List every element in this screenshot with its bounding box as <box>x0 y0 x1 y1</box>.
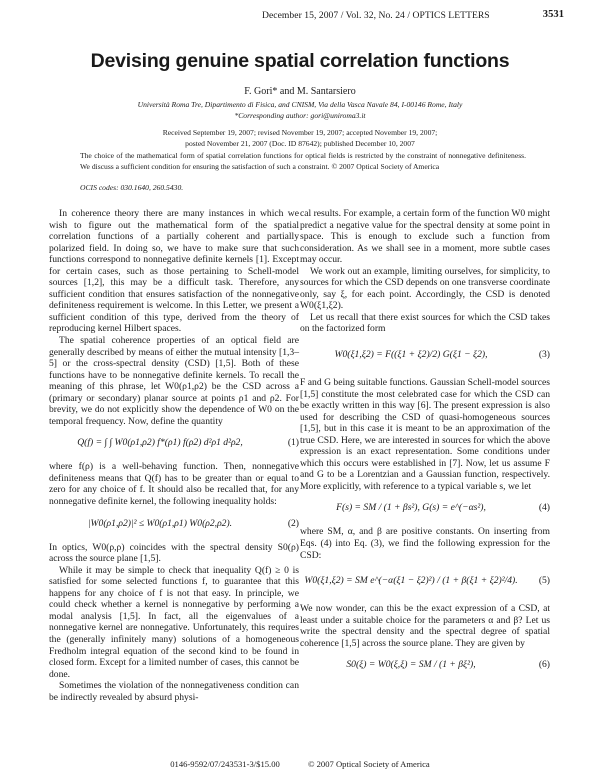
equation-number: (6) <box>538 659 550 671</box>
paragraph: F and G being suitable functions. Gaussian Schell-model sources [1,5] constitute the most celebrated case for which the CSD can be exactly written in this way [6]. The present expression is also used for describing the CSD of quasi-homogeneous sources [1,5], but in this case it is meant to be an approximation of the true CSD. Here, we are interested in sources for which the above expression is an exact representation. Some conditions under which this occurs were established in [7]. Now, let us assume F and G to be a Lorentzian and a Gaussian function, respectively. More explicitly, with reference to a typical variable s, we let <box>300 377 550 492</box>
received-line-1: Received September 19, 2007; revised November 19, 2007; accepted November 19, 2007; <box>162 128 438 137</box>
paragraph: where SM, α, and β are positive constants. On inserting from Eqs. (4) into Eq. (3), we find the following expression for the CSD: <box>300 526 550 561</box>
page-number: 3531 <box>542 9 564 20</box>
running-header-text: December 15, 2007 / Vol. 32, No. 24 / OPTICS LETTERS <box>262 10 490 21</box>
equation-body: Q(f) = ∫ ∫ W0(ρ1,ρ2) f*(ρ1) f(ρ2) d²ρ1 d²ρ2, <box>77 437 243 449</box>
article-code: 0146-9592/07/243531-3/$15.00 <box>170 759 280 769</box>
equation-body: |W0(ρ1,ρ2)|² ≤ W0(ρ1,ρ1) W0(ρ2,ρ2). <box>87 517 233 529</box>
page-footer <box>0 759 600 769</box>
paragraph: While it may be simple to check that inequality Q(f) ≥ 0 is satisfied for some selected functions f, to guarantee that this happens for any choice of f is not that easy. In principle, we could check whether a kernel is nonnegative by performing a modal analysis [1,5]. In fact, all the eigenvalues of a nonnegative kernel are nonnegative. Unfortunately, this requires the (generally infinitely many) solutions of a homogeneous Fredholm integral equation of the second kind to be found in closed form. Except for a limited number of cases, this cannot be done. <box>49 564 299 680</box>
equation-5 <box>300 565 550 599</box>
abstract: The choice of the mathematical form of spatial correlation functions for optical fields is restricted by the constraint of nonnegative definiteness. We discuss a sufficient condition for ensuring the satisfaction of such a constraint. © 2007 Optical Society of America <box>80 151 526 171</box>
left-column <box>49 208 299 703</box>
equation-number: (2) <box>287 517 299 529</box>
equation-body: W0(ξ1,ξ2) = F((ξ1 + ξ2)/2) G(ξ1 − ξ2), <box>334 349 488 361</box>
copyright: © 2007 Optical Society of America <box>307 759 430 769</box>
ocis-codes: OCIS codes: 030.1640, 260.5430. <box>80 183 184 192</box>
affiliation: Università Roma Tre, Dipartimento di Fisica, and CNISM, Via della Vasca Navale 84, I-00146 Rome, Italy <box>137 100 463 109</box>
authors: F. Gori* and M. Santarsiero <box>244 86 356 97</box>
equation-2 <box>49 512 299 538</box>
paragraph: We work out an example, limiting ourselves, for simplicity, to sources for which the CSD depends on one transverse coordinate only, say ξ, for each point. Accordingly, the CSD is denoted W0(ξ1,ξ2). <box>300 265 550 312</box>
paragraph: We now wonder, can this be the exact expression of a CSD, at least under a suitable choice for the parameters α and β? Let us write the spectral density and the spectral degree of spatial coherence [1,5] across the source plane. They are given by <box>300 603 550 649</box>
paragraph: where f(ρ) is a well-behaving function. Then, nonnegative definiteness means that Q(f) has to be greater than or equal to zero for any choice of f. It should also be recalled that, for any nonnegative definite kernel, the following inequality holds: <box>49 461 299 508</box>
paragraph: Sometimes the violation of the nonnegativeness condition can be indirectly revealed by absurd physi- <box>49 680 299 703</box>
paragraph: The spatial coherence properties of an optical field are generally described by means of either the mutual intensity [1,3–5] or the cross-spectral density (CSD) [1,5]. Both of these functions have to be nonnegative definite kernels. To recall the meaning of this phrase, let W0(ρ1,ρ2) be the CSD across a (primary or secondary) planar source at points ρ1 and ρ2. For brevity, we do not explicitly show the dependence of W0 on the temporal frequency. Now, define the quantity <box>49 335 299 427</box>
paragraph: cal results. For example, a certain form of the function W0 might predict a negative value for the spectral density at some point in space. This is enough to exclude such a function from consideration. As we shall see in a moment, more subtle cases may occur. <box>300 208 550 266</box>
paragraph: In optics, W0(ρ,ρ) coincides with the spectral density S0(ρ) across the source plane [1,5]. <box>49 541 299 565</box>
paper-title: Devising genuine spatial correlation functions <box>90 50 510 72</box>
equation-6 <box>300 653 550 679</box>
equation-number: (4) <box>538 502 550 514</box>
equation-3 <box>300 339 550 373</box>
equation-number: (3) <box>538 349 550 361</box>
equation-number: (1) <box>287 437 299 449</box>
corresponding-author: *Corresponding author: gori@uniroma3.it <box>234 110 366 120</box>
equation-number: (5) <box>538 575 550 587</box>
equation-1 <box>49 431 299 457</box>
received-line-2: posted November 21, 2007 (Doc. ID 87642); published December 10, 2007 <box>185 138 415 148</box>
received-dates <box>0 128 600 149</box>
equation-body: W0(ξ1,ξ2) = SM e^(−α(ξ1 − ξ2)²) / (1 + β(ξ1 + ξ2)²/4). <box>304 575 518 587</box>
equation-body: F(s) = SM / (1 + βs²), G(s) = e^(−αs²), <box>336 502 486 514</box>
affiliation-block <box>0 100 600 121</box>
paragraph: Let us recall that there exist sources for which the CSD takes on the factorized form <box>300 311 550 335</box>
paragraph: In coherence theory there are many instances in which we wish to figure out the mathematical form of the spatial correlation functions of a partially coherent and partially polarized field. In doing so, we have to make sure that such functions correspond to nonnegative definite kernels [1]. Except for certain cases, such as those pertaining to Schell-model sources [1,2], this may be a difficult task. Therefore, any sufficient condition that ensures satisfaction of the nonnegative definiteness requirement is welcome. In this Letter, we present a sufficient condition of this type, derived from the theory of reproducing kernel Hilbert spaces. <box>49 208 299 335</box>
right-column <box>300 208 550 683</box>
running-header <box>262 10 564 21</box>
equation-4 <box>300 496 550 522</box>
equation-body: S0(ξ) = W0(ξ,ξ) = SM / (1 + βξ²), <box>346 659 476 671</box>
